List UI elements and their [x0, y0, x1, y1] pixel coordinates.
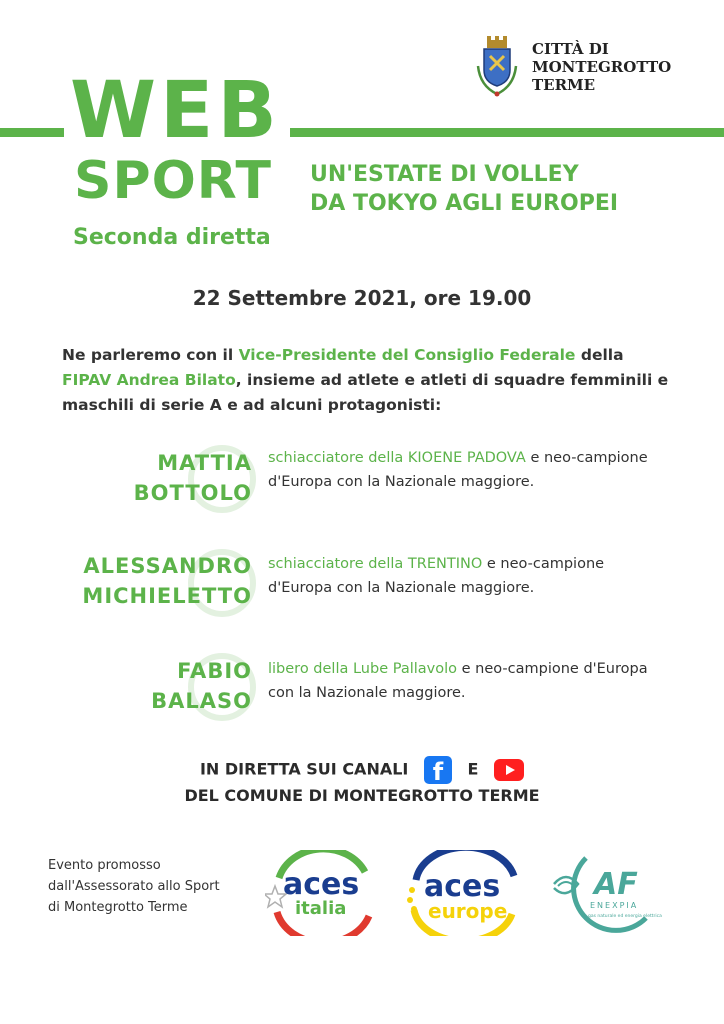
- athlete-last-name: BOTTOLO: [133, 481, 252, 505]
- athlete-team: libero della Lube Pallavolo: [268, 661, 458, 677]
- city-line-1: CITTÀ DI: [532, 40, 609, 58]
- af-tagline: gas naturale ed energia elettrica: [588, 914, 662, 919]
- athlete-title: e neo-campione d'Europa con la Nazionale maggiore.: [268, 450, 648, 490]
- athlete-first-name: ALESSANDRO: [83, 554, 252, 578]
- aces-europe-bottom-text: europe: [428, 899, 508, 923]
- athlete-title: e neo-campione d'Europa con la Nazionale maggiore.: [268, 556, 605, 596]
- intro-text: , insieme ad atlete e atleti di squadre femminili e maschili di serie A e ad alcuni protagonisti:: [62, 371, 669, 414]
- aces-italia-bottom-text: italia: [295, 898, 347, 919]
- live-channels-text: IN DIRETTA SUI CANALI: [199, 759, 409, 779]
- intro-paragraph: [62, 343, 672, 418]
- intro-person: FIPAV Andrea Bilato: [62, 371, 236, 389]
- youtube-icon[interactable]: [494, 759, 524, 781]
- aces-europe-top-text: aces: [424, 869, 501, 904]
- header-rule-left: [0, 128, 64, 137]
- athlete-name-alessandro-michieletto: [72, 551, 252, 611]
- city-line-2: MONTEGROTTO: [532, 58, 672, 76]
- event-subtitle: [310, 160, 618, 218]
- athlete-last-name: BALASO: [151, 689, 252, 713]
- promo-line-2: dall'Assessorato allo Sport: [48, 879, 220, 894]
- athlete-team: schiacciatore della KIOENE PADOVA: [268, 450, 526, 466]
- facebook-icon[interactable]: f: [424, 756, 452, 784]
- episode-label: Seconda diretta: [73, 225, 271, 250]
- af-mark: AF: [594, 867, 638, 902]
- athlete-name-mattia-bottolo: [72, 448, 252, 508]
- title-sport: SPORT: [74, 151, 272, 211]
- title-web: WEB: [70, 66, 281, 156]
- aces-italia-logo: [265, 850, 385, 936]
- live-channels-line: [0, 756, 724, 784]
- intro-role: Vice-Presidente del Consiglio Federale: [238, 346, 576, 364]
- header-rule-right: [290, 128, 724, 137]
- subtitle-line-1: UN'ESTATE DI VOLLEY: [310, 162, 579, 187]
- aces-italia-top-text: aces: [283, 867, 360, 902]
- live-channel-owner: DEL COMUNE DI MONTEGROTTO TERME: [184, 786, 540, 805]
- athlete-team: schiacciatore della TRENTINO: [268, 556, 483, 572]
- athlete-title: e neo-campione d'Europa con la Nazionale maggiore.: [268, 661, 648, 701]
- athlete-description: [268, 446, 668, 494]
- city-crest-icon: [474, 36, 520, 98]
- intro-text: Ne parleremo con il: [62, 346, 239, 364]
- promoted-by: [48, 855, 220, 918]
- af-name: ENEXPIA: [590, 901, 639, 910]
- promo-line-1: Evento promosso: [48, 858, 161, 873]
- promo-line-3: di Montegrotto Terme: [48, 900, 188, 915]
- athlete-first-name: FABIO: [177, 659, 252, 683]
- intro-text: della: [575, 346, 624, 364]
- live-conjunction: E: [467, 759, 479, 779]
- city-line-3: TERME: [532, 76, 596, 94]
- athlete-description: [268, 657, 668, 705]
- athlete-last-name: MICHIELETTO: [82, 584, 252, 608]
- event-date: 22 Settembre 2021, ore 19.00: [192, 286, 532, 310]
- subtitle-line-2: DA TOKYO AGLI EUROPEI: [310, 191, 619, 216]
- city-name: [532, 40, 671, 94]
- athlete-name-fabio-balaso: [72, 656, 252, 716]
- athlete-first-name: MATTIA: [157, 451, 252, 475]
- aces-europe-logo: [402, 850, 527, 936]
- af-enexpia-logo: [546, 848, 664, 940]
- athlete-description: [268, 552, 668, 600]
